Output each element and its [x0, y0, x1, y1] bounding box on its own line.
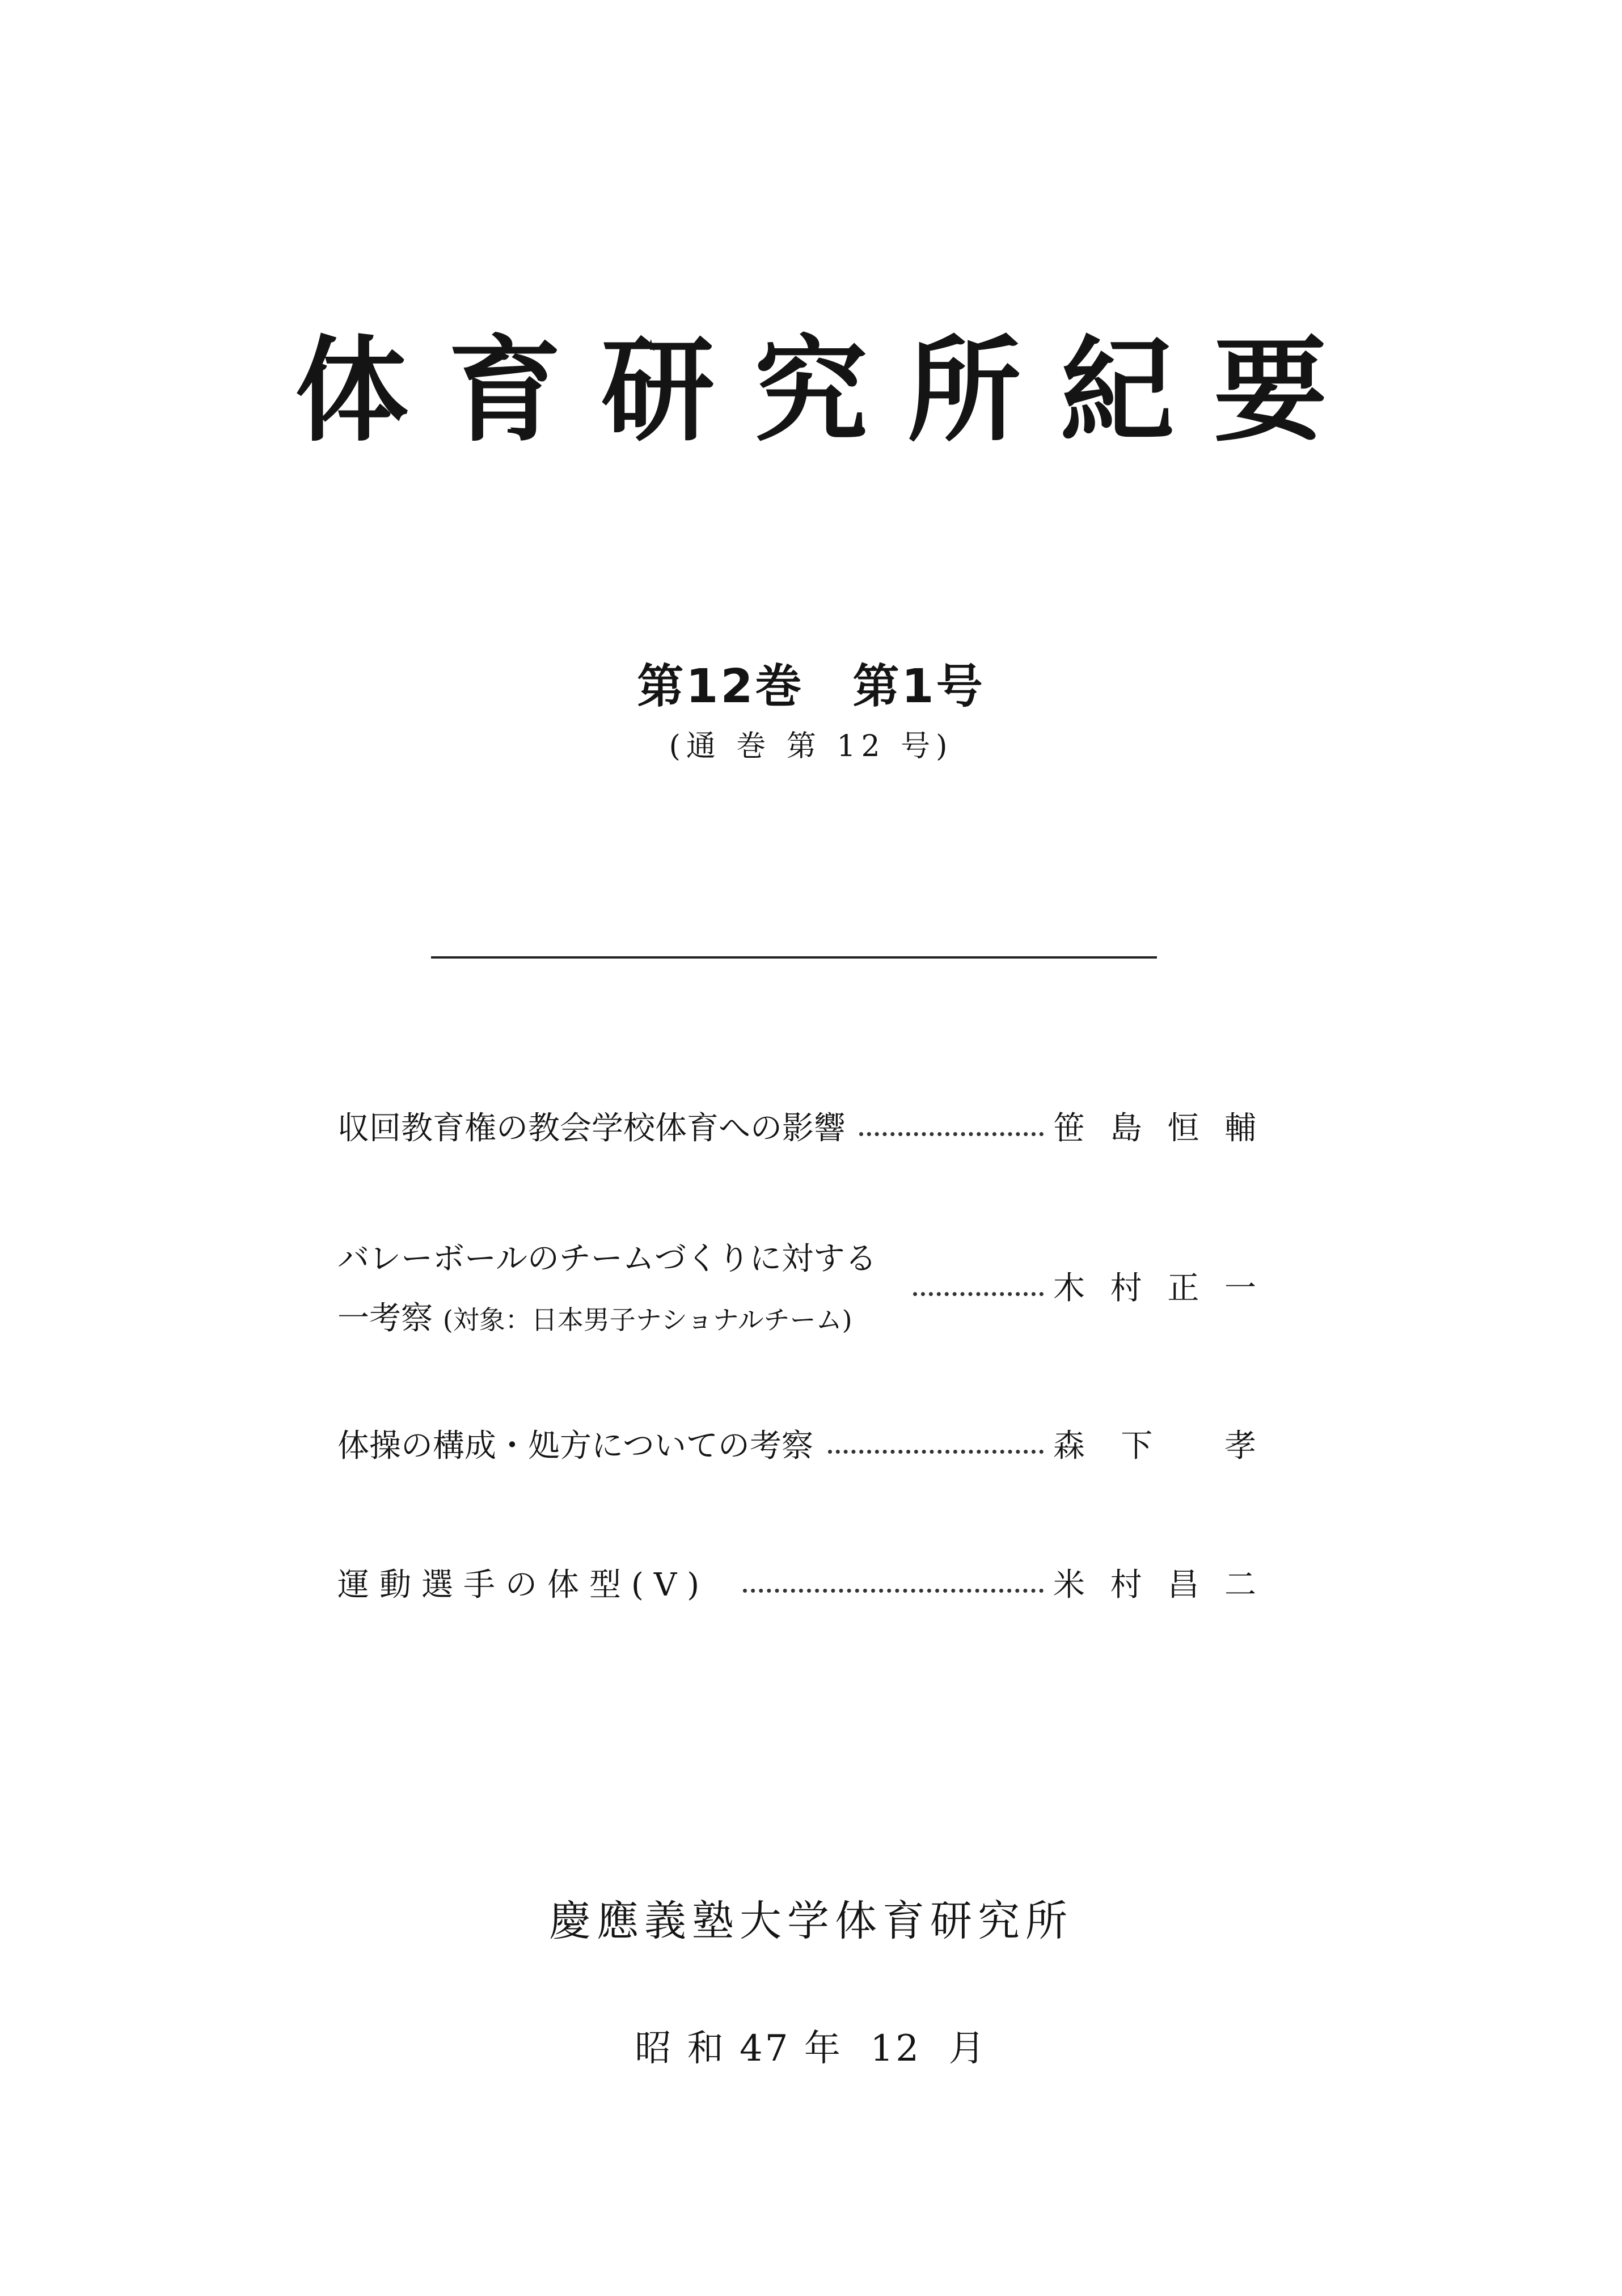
publisher: 慶應義塾大学体育研究所 [549, 1897, 1073, 1945]
toc-entry-title-main: 一考察 [337, 1300, 433, 1337]
author-char: 孝 [1224, 1428, 1256, 1464]
author-char: 森 [1053, 1428, 1085, 1464]
author-char: 恒 [1167, 1110, 1199, 1147]
publication-date: 昭 和 47 年 12 月 [635, 2028, 987, 2070]
toc-entry-author [1053, 1266, 1256, 1311]
toc-entry-title: 体操の構成・処方についての考察 [337, 1428, 813, 1464]
toc-entry-title: 運動選手の体型(V) [337, 1567, 710, 1603]
author-char: 木 [1053, 1270, 1085, 1307]
toc-entry-3 [337, 1424, 1256, 1469]
toc-entry-2 [337, 1236, 1256, 1344]
toc-leader-dots [743, 1589, 1044, 1593]
author-char: 島 [1110, 1110, 1142, 1147]
toc-leader-dots [828, 1450, 1044, 1454]
cumulative-issue: (通 巻 第 12 号) [669, 729, 953, 763]
toc-entry-author [1053, 1563, 1256, 1608]
author-char: 一 [1224, 1270, 1256, 1307]
author-char: 村 [1110, 1270, 1142, 1307]
volume-issue: 第12巻 第1号 [637, 660, 985, 714]
author-char: 輔 [1224, 1110, 1256, 1147]
author-char: 米 [1053, 1567, 1085, 1603]
toc-entry-title-subject: (対象：日本男子ナショナルチーム) [442, 1305, 852, 1335]
author-char: 下 [1121, 1428, 1153, 1464]
author-char: 昌 [1167, 1567, 1199, 1603]
author-char: 笹 [1053, 1110, 1085, 1147]
author-char: 二 [1224, 1567, 1256, 1603]
toc-leader-dots [913, 1292, 1044, 1296]
toc-entry-title: 収回教育権の教会学校体育への影響 [337, 1110, 846, 1147]
toc-leader-dots [859, 1132, 1044, 1136]
toc-entry-title-line2 [337, 1296, 852, 1343]
divider-line [431, 956, 1157, 959]
author-char: 正 [1167, 1270, 1199, 1307]
journal-title: 体育研究所紀要 [294, 325, 1367, 457]
author-char: 村 [1110, 1567, 1142, 1603]
toc-entry-author [1053, 1106, 1256, 1151]
toc-entry-1 [337, 1106, 1256, 1151]
toc-entry-4 [337, 1563, 1256, 1608]
toc-entry-author [1053, 1424, 1256, 1469]
toc-entry-title-line1: バレーボールのチームづくりに対する [337, 1240, 877, 1277]
